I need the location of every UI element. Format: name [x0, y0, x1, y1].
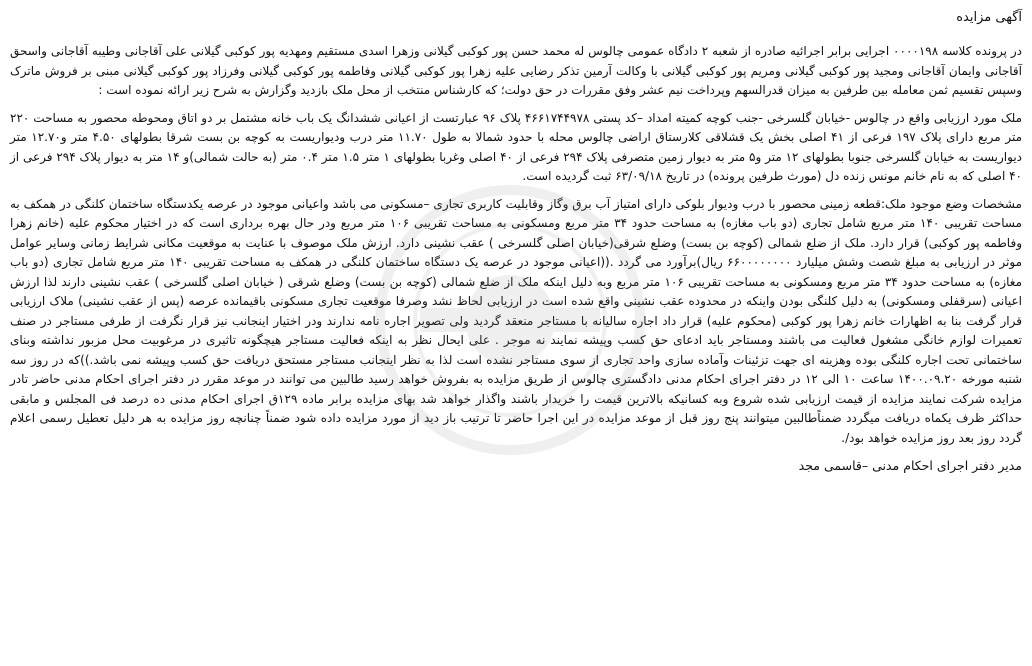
notice-paragraph-case: در پرونده کلاسه ۰۰۰۰۱۹۸ اجرایی برابر اجرائیه صادره از شعبه ۲ دادگاه عمومی چالوس له محمد حسن پور کوکبی گیلانی وزهرا اسدی مستقیم ومهدیه پور کوکبی گیلانی علی آقاجانی وطیبه آقاجانی واسحق آقاجانی وایمان آقاجانی ومجید پور کوکبی گیلانی ومریم پور کوکبی گیلانی با وکالت آرمین تذکر رضایی علیه زهرا پور کوکبی گیلانی وفاطمه پور کوکبی گیلانی وفرزاد پور کوکبی گیلانی مبنی بر فروش ماترک وسپس تقسیم ثمن معامله بین طرفین به میزان قدرالسهم وپرداخت نیم عشر وفق مقررات در حق دولت؛ که کارشناس منتخب از محل ملک بازدید وگزارش به شرح زیر ارائه نموده است : [10, 44, 1023, 97]
notice-paragraph-condition: مشخصات وضع موجود ملک:قطعه زمینی محصور با درب ودیوار بلوکی دارای امتیاز آب برق وگاز وقابلیت کاربری تجاری –مسکونی می باشد واعیانی موجود در عرصه یکدستگاه ساختمان کلنگی در همکف به مساحت تقریبی ۱۴۰ متر مربع شامل تجاری (دو باب مغازه) به مساحت حدود ۳۴ متر مربع ومسکونی به مساحت تقریبی ۱۰۶ متر مربع ودر حال بهره برداری است که در اختیار محکوم علیه (خانم زهرا وفاطمه پور کوکبی) قرار دارد. ملک از ضلع شمالی (کوچه بن بست) وضلع شرقی(خیابان اصلی گلسرخی ) عقب نشینی دارد. ارزش ملک موصوف با عنایت به موقعیت مکانی شرایط زمانی وسایر عوامل موثر در ارزیابی به مبلغ شصت وشش میلیارد ۶۶۰۰۰۰۰۰۰۰ ریال)برآورد می گردد .((اعیانی موجود در عرصه یک دستگاه ساختمان کلنگی در همکف به مساحت تقریبی ۱۴۰ متر مربع شامل تجاری (دو باب مغازه) به مساحت حدود ۳۴ متر مربع ومسکونی به مساحت تقریبی ۱۰۶ متر مربع وبه دلیل اینکه ملک از ضلع شمالی (کوچه بن بست) وضلع شرقی ( خیابان اصلی گلسرخی ) عقب نشینی دارند لذا ارزش اعیانی (سرقفلی ومسکونی) به دلیل کلنگی بودن واینکه در محدوده عقب نشینی واقع شده است در ارزیابی لحاظ نشد وصرفا موقعیت تجاری مسکونی باقیمانده عرصه (پس از عقب نشینی) ملاک ارزیابی قرار گرفت بنا به اظهارات خانم زهرا پور کوکبی (محکوم علیه) قرار داد اجاره سالیانه با مستاجر منعقد گردید ولی تصویر اجاره نامه ندارند ودر اختیار اینجانب نیز قرار نگرفت از طرفی مستاجر در صنف تعمیرات لوازم خانگی مشغول فعالیت می باشند ومستاجر باید ادعای حق کسب وپیشه نمایند نه موجر . علی ایحال نظر به اینکه فعالیت مستاجر هیچگونه تاثیری در مرغوبیت محل مزبور نداشته وبنای ساختمانی تحت اجاره کلنگی بوده وهزینه ای جهت تزئینات وآماده سازی واحد تجاری از سوی مستاجر نشده است لذا به نظر اینجانب مستاجر مستحق دریافت حق کسب وپیشه نمی باشد.))که در روز سه شنبه مورخه ۱۴۰۰.۰۹.۲۰ ساعت ۱۰ الی ۱۲ در دفتر اجرای احکام مدنی دادگستری چالوس از طریق مزایده به بفروش خواهد رسید طالبین می توانند در موعد مقرر در دفتر اجرای احکام مدنی حاضر تادر مزایده شرکت نمایند مزایده از قیمت ارزیابی شده شروع وبه کسانیکه بالاترین قیمت را خریدار باشند واگذار خواهد شد بهای مزایده برابر ماده ۱۲۹ق اجرای احکام مدنی ده درصد فی المجلس و مابقی حداکثر ظرف یکماه دریافت میگردد ضمناًطالبین میتوانند پنج روز قبل از موعد مزایده در این اجرا حاضر تا ترتیب باز دید از مورد مزایده داده شود ضمناً چنانچه روز مزایده به هر دلیل تعطیل رسمی اعلام گردد روز بعد روز مزایده خواهد بود/. [10, 196, 1023, 445]
notice-title: آگهی مزایده [956, 10, 1022, 25]
notice-paragraph-property: ملک مورد ارزیابی واقع در چالوس -خیابان گلسرخی -جنب کوچه کمیته امداد –کد پستی ۴۶۶۱۷۴۴۹۷۸ پلاک ۹۶ عبارتست از اعیانی ششدانگ یک باب خانه مشتمل بر دو اتاق ومحوطه محصور به مساحت ۲۲۰ متر مربع دارای پلاک ۱۹۷ فرعی از ۴۱ اصلی بخش یک قشلاقی کلارستاق اراضی چالوس محله با حدود شمالا به طول ۱۱.۷۰ متر درب ودیواریست به کوچه بن بست شرقا بطولهای ۴.۵۰ متر و۱۲.۷۰ متر دیواریست به خیابان گلسرخی جنوبا بطولهای ۱۲ متر و۵ متر به دیوار زمین متصرفی پلاک ۲۹۴ فرعی از ۴۰ اصلی وغربا بطولهای ۱ متر ۱.۵ متر ۰.۴ متر (به حالت شمالی)و ۱۴ متر به دیوار پلاک ۲۹۴ فرعی از ۴۰ اصلی که به نام خانم مونس زنده دل (مورث طرفین پرونده) در تاریخ ۶۳/۰۹/۱۸ ثبت گردیده است. [10, 110, 1023, 183]
notice-signature: مدیر دفتر اجرای احکام مدنی –قاسمی مجد [798, 458, 1022, 473]
